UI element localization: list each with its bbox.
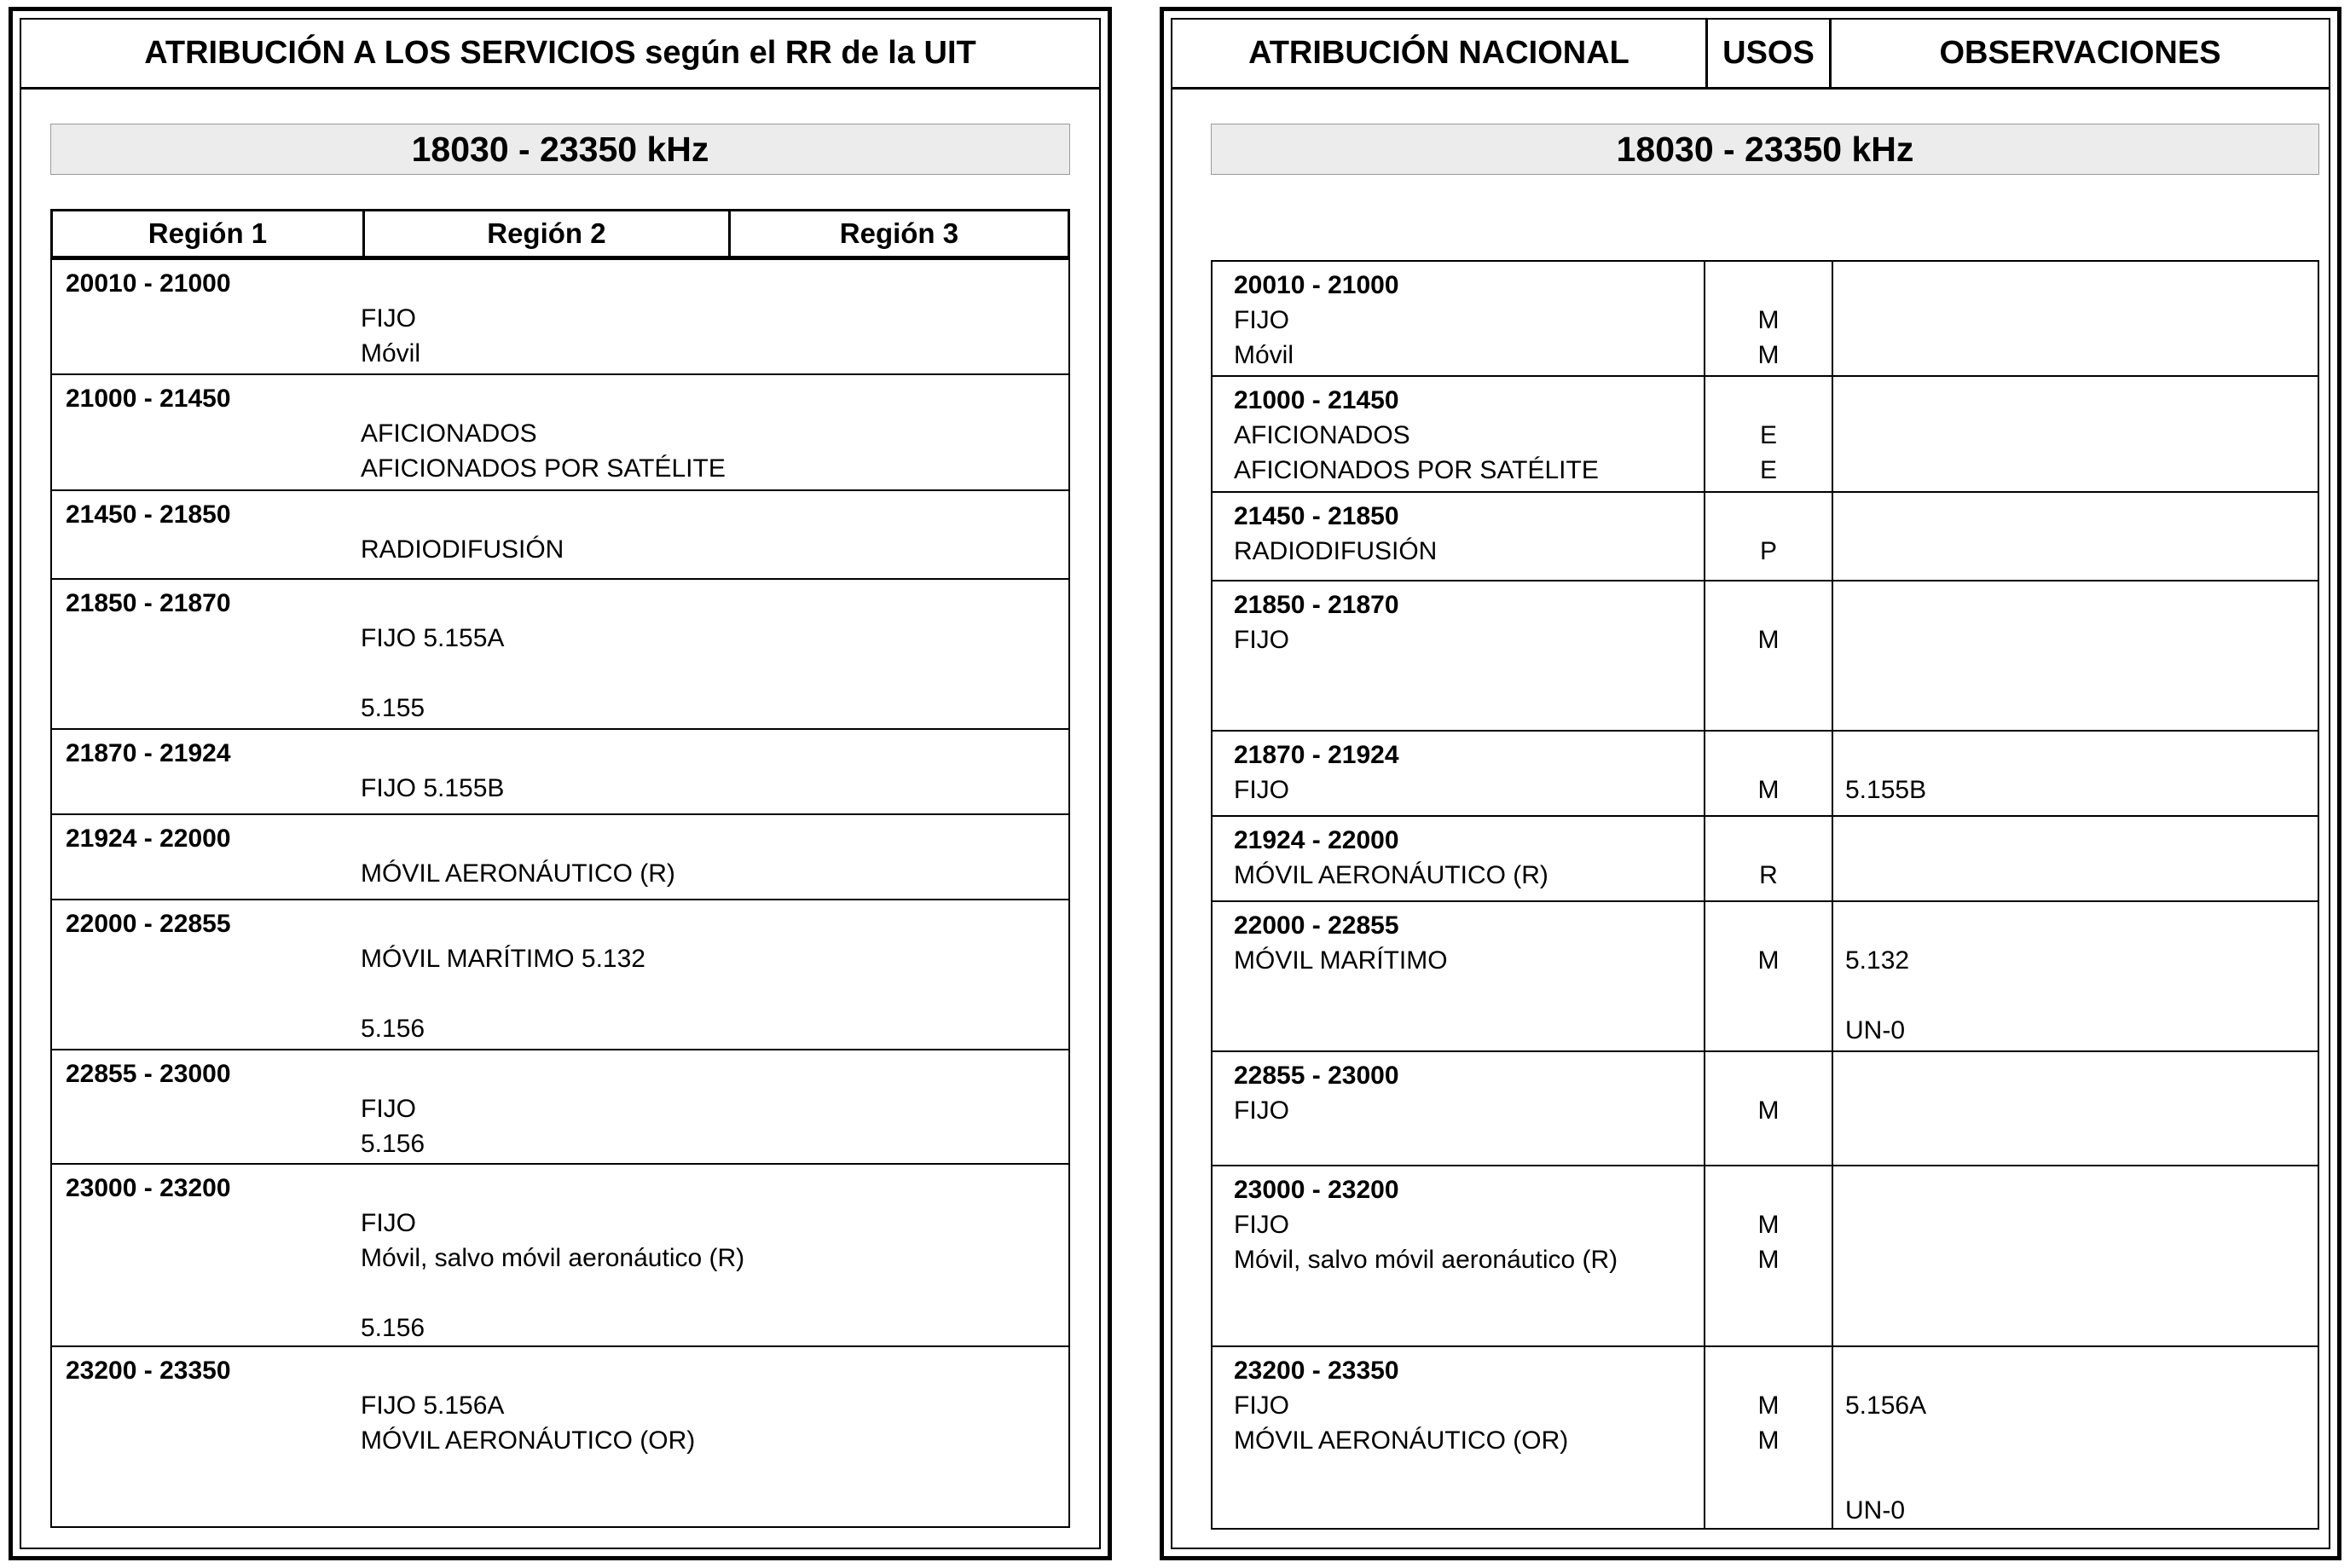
spacer: [1705, 738, 1832, 772]
table-row: [52, 1347, 1068, 1526]
uso-value: R: [1759, 861, 1778, 889]
service-line: FIJO 5.156A: [361, 1392, 505, 1420]
observaciones-cell: [1833, 1166, 2318, 1345]
table-row: [1213, 1347, 2318, 1528]
obs-value: [1845, 303, 2318, 338]
service-line: RADIODIFUSIÓN: [1234, 537, 1438, 565]
service-line: AFICIONADOS: [361, 419, 537, 448]
frequency-range: 23000 - 23200: [1234, 1176, 1399, 1204]
uso-value: E: [1759, 456, 1777, 484]
usos-cell: [1705, 732, 1833, 815]
region-1-header: Región 1: [148, 217, 268, 249]
service-line: AFICIONADOS POR SATÉLITE: [1234, 456, 1599, 484]
observaciones-cell: [1833, 902, 2318, 1050]
service-line: FIJO: [361, 1209, 416, 1237]
table-row: [52, 1165, 1068, 1347]
frequency-range: 21000 - 21450: [1234, 386, 1399, 414]
frequency-range: 23200 - 23350: [1234, 1357, 1399, 1385]
service-line: MÓVIL AERONÁUTICO (OR): [1234, 1426, 1569, 1455]
allocation-cell: [1213, 1052, 1705, 1165]
usos-cell: [1705, 493, 1833, 580]
uso-value: M: [1757, 306, 1780, 334]
spacer: [1845, 823, 2318, 858]
frequency-range: 21850 - 21870: [66, 589, 231, 617]
spacer: [1705, 1353, 1832, 1388]
frequency-range: 21000 - 21450: [66, 385, 231, 413]
service-line: FIJO: [1234, 1392, 1289, 1420]
band-title-left: 18030 - 23350 kHz: [50, 124, 1070, 175]
spacer: [1845, 1353, 2318, 1388]
service-line: [66, 976, 1068, 1011]
table-row: [52, 375, 1068, 491]
obs-value: [1845, 534, 2318, 569]
frequency-range: 21924 - 22000: [66, 825, 231, 853]
footnote-line: 5.156: [361, 1314, 425, 1342]
spacer: [1845, 587, 2318, 622]
table-row: [52, 1050, 1068, 1165]
obs-value: [1845, 1458, 2318, 1493]
uso-value: M: [1757, 626, 1780, 654]
allocation-cell: [1213, 1166, 1705, 1345]
frequency-range: 20010 - 21000: [66, 269, 231, 298]
table-row: [52, 491, 1068, 580]
allocation-cell: [1213, 581, 1705, 730]
frequency-range: 21870 - 21924: [1234, 741, 1399, 769]
frequency-range: 22000 - 22855: [1234, 911, 1399, 940]
itu-panel-title: ATRIBUCIÓN A LOS SERVICIOS según el RR de la UIT: [21, 20, 1099, 90]
service-line: Móvil, salvo móvil aeronáutico (R): [361, 1244, 745, 1272]
national-panel-header: [1172, 20, 2329, 90]
service-line: [66, 1276, 1068, 1311]
national-header: ATRIBUCIÓN NACIONAL: [1248, 35, 1629, 71]
obs-value: UN-0: [1845, 1016, 1906, 1044]
region-3-header: Región 3: [839, 217, 959, 249]
allocation-cell: [1213, 732, 1705, 815]
allocation-cell: [1213, 1347, 1705, 1528]
observaciones-cell: [1833, 1347, 2318, 1528]
obs-value: [1845, 1207, 2318, 1242]
national-allocation-table: [1211, 260, 2319, 1530]
service-line: Móvil: [361, 339, 421, 367]
usos-cell: [1705, 902, 1833, 1050]
uso-value: M: [1757, 1211, 1780, 1239]
spacer: [1845, 499, 2318, 534]
service-line: Móvil: [1234, 341, 1294, 369]
observaciones-cell: [1833, 262, 2318, 375]
footnote-line: 5.155: [361, 694, 425, 722]
usos-cell: [1705, 1166, 1833, 1345]
spacer: [1705, 1058, 1832, 1093]
spacer: [1845, 383, 2318, 418]
uso-value: M: [1757, 1096, 1780, 1125]
frequency-range: 21450 - 21850: [66, 500, 231, 529]
frequency-range: 21850 - 21870: [1234, 591, 1399, 619]
frequency-range: 21924 - 22000: [1234, 826, 1399, 854]
usos-cell: [1705, 262, 1833, 375]
usos-cell: [1705, 581, 1833, 730]
allocation-cell: [1213, 493, 1705, 580]
service-line: RADIODIFUSIÓN: [361, 535, 564, 564]
service-line: MÓVIL AERONÁUTICO (R): [361, 859, 675, 888]
spacer: [1705, 587, 1832, 622]
service-line: MÓVIL AERONÁUTICO (R): [1234, 861, 1548, 889]
spacer: [1705, 383, 1832, 418]
service-line: FIJO: [1234, 776, 1289, 804]
observaciones-cell: [1833, 1052, 2318, 1165]
uso-value: M: [1757, 1392, 1780, 1420]
itu-allocation-table: [50, 258, 1070, 1528]
spacer: [1845, 908, 2318, 943]
obs-value: [1845, 858, 2318, 893]
service-line: FIJO: [1234, 306, 1289, 334]
region-2-header: Región 2: [362, 211, 731, 256]
footnote-line: 5.156: [361, 1015, 425, 1043]
service-line: FIJO: [361, 304, 416, 333]
service-line: AFICIONADOS: [1234, 421, 1410, 449]
table-row: [1213, 1166, 2318, 1347]
observaciones-cell: [1833, 732, 2318, 815]
frequency-range: 21870 - 21924: [66, 739, 231, 767]
spacer: [1705, 268, 1832, 303]
uso-value: M: [1757, 1246, 1780, 1274]
spacer: [1705, 908, 1832, 943]
obs-value: 5.132: [1845, 946, 1910, 975]
frequency-range: 23200 - 23350: [66, 1357, 231, 1385]
allocation-cell: [1213, 817, 1705, 900]
usos-header: USOS: [1705, 20, 1832, 87]
table-row: [52, 580, 1068, 730]
frequency-range: 21450 - 21850: [1234, 502, 1399, 530]
allocation-cell: [1213, 377, 1705, 491]
service-line: MÓVIL MARÍTIMO: [1234, 946, 1448, 975]
service-line: FIJO: [1234, 626, 1289, 654]
obs-value: UN-0: [1845, 1496, 1906, 1525]
usos-cell: [1705, 377, 1833, 491]
obs-value: 5.156A: [1845, 1392, 1927, 1420]
spacer: [1845, 738, 2318, 772]
obs-value: [1845, 418, 2318, 453]
spacer: [1705, 499, 1832, 534]
service-line: MÓVIL MARÍTIMO 5.132: [361, 945, 645, 973]
allocation-cell: [1213, 262, 1705, 375]
band-title-right: 18030 - 23350 kHz: [1211, 124, 2319, 175]
table-row: [1213, 262, 2318, 377]
table-row: [1213, 1052, 2318, 1166]
table-row: [1213, 581, 2318, 732]
usos-cell: [1705, 817, 1833, 900]
itu-allocation-panel: [9, 7, 1112, 1560]
obs-value: [1845, 978, 2318, 1013]
service-line: FIJO: [1234, 1211, 1289, 1239]
spacer: [1845, 268, 2318, 303]
observaciones-cell: [1833, 377, 2318, 491]
uso-value: M: [1757, 341, 1780, 369]
service-line: MÓVIL AERONÁUTICO (OR): [361, 1426, 696, 1455]
footnote-line: 5.156: [361, 1130, 425, 1158]
uso-value: M: [1757, 776, 1780, 804]
service-line: FIJO 5.155B: [361, 774, 505, 802]
service-line: FIJO: [361, 1095, 416, 1123]
frequency-range: 20010 - 21000: [1234, 271, 1399, 299]
observaciones-cell: [1833, 817, 2318, 900]
frequency-range: 23000 - 23200: [66, 1174, 231, 1202]
obs-value: [1845, 622, 2318, 657]
frequency-range: 22855 - 23000: [66, 1060, 231, 1088]
obs-value: [1845, 1242, 2318, 1277]
observaciones-cell: [1833, 581, 2318, 730]
region-header-row: [50, 209, 1070, 258]
table-row: [1213, 493, 2318, 581]
table-row: [1213, 732, 2318, 817]
table-row: [1213, 817, 2318, 902]
spacer: [1705, 823, 1832, 858]
uso-value: M: [1757, 946, 1780, 975]
table-row: [52, 260, 1068, 375]
allocation-cell: [1213, 902, 1705, 1050]
table-row: [52, 815, 1068, 900]
service-line: FIJO: [1234, 1096, 1289, 1125]
uso-value: M: [1757, 1426, 1780, 1455]
service-line: AFICIONADOS POR SATÉLITE: [361, 454, 726, 483]
spacer: [1845, 1058, 2318, 1093]
obs-value: [1845, 1423, 2318, 1458]
spacer: [1845, 1172, 2318, 1207]
obs-value: [1845, 1093, 2318, 1128]
national-panel-inner-border: [1171, 18, 2330, 1549]
uso-value: E: [1759, 421, 1777, 449]
frequency-range: 22000 - 22855: [66, 910, 231, 938]
service-line: FIJO 5.155A: [361, 624, 505, 652]
table-row: [52, 900, 1068, 1050]
service-line: [66, 656, 1068, 691]
frequency-range: 22855 - 23000: [1234, 1062, 1399, 1090]
observaciones-header: OBSERVACIONES: [1939, 35, 2221, 71]
usos-cell: [1705, 1052, 1833, 1165]
spacer: [1705, 1172, 1832, 1207]
obs-value: 5.155B: [1845, 776, 1927, 804]
table-row: [1213, 377, 2318, 493]
usos-cell: [1705, 1347, 1833, 1528]
observaciones-cell: [1833, 493, 2318, 580]
national-allocation-panel: [1160, 7, 2341, 1560]
table-row: [52, 730, 1068, 815]
itu-panel-inner-border: [20, 18, 1101, 1549]
obs-value: [1845, 453, 2318, 488]
table-row: [1213, 902, 2318, 1052]
obs-value: [1845, 338, 2318, 373]
service-line: Móvil, salvo móvil aeronáutico (R): [1234, 1246, 1618, 1274]
uso-value: P: [1759, 537, 1777, 565]
